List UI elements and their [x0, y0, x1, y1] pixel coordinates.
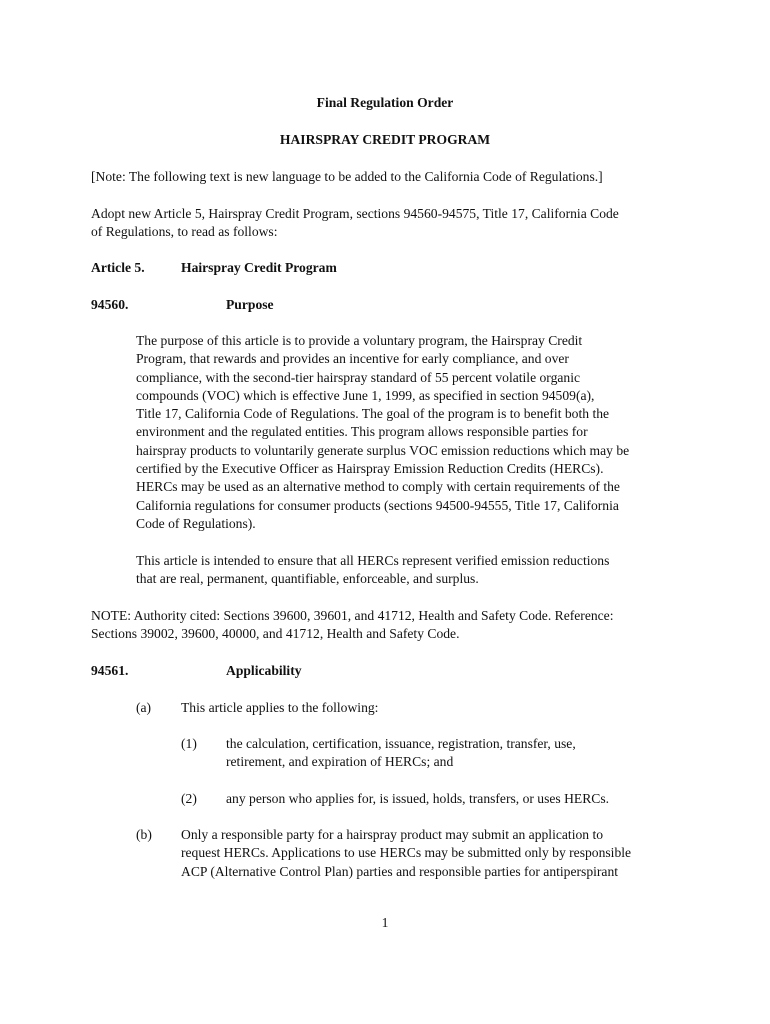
subsection-b-label: (b)	[136, 827, 152, 842]
article-title: Hairspray Credit Program	[181, 260, 337, 275]
authority-note-line-2: Sections 39002, 39600, 40000, and 41712, Health and Safety Code.	[91, 626, 460, 641]
item-2-label: (2)	[181, 791, 197, 806]
purpose-paragraph	[136, 332, 629, 533]
purpose-line: Program, that rewards and provides an incentive for early compliance, and over	[136, 351, 569, 367]
item-1-line: retirement, and expiration of HERCs; and	[226, 754, 454, 770]
purpose-line: Code of Regulations).	[136, 515, 256, 531]
section-94561-title: Applicability	[226, 663, 302, 678]
intent-line: that are real, permanent, quantifiable, enforceable, and surplus.	[136, 571, 479, 587]
purpose-line: California regulations for consumer products (sections 94500-94555, Title 17, California	[136, 497, 619, 513]
section-94560-title: Purpose	[226, 297, 274, 312]
purpose-line: HERCs may be used as an alternative method to comply with certain requirements of the	[136, 479, 620, 495]
item-1-label: (1)	[181, 736, 197, 751]
page-title: Final Regulation Order	[316, 95, 454, 110]
subsection-b-line: request HERCs. Applications to use HERCs may be submitted only by responsible	[181, 845, 632, 861]
article-number: Article 5.	[91, 260, 145, 275]
subsection-b-line: ACP (Alternative Control Plan) parties and responsible parties for antiperspirant	[181, 863, 619, 879]
purpose-line: Title 17, California Code of Regulations. The goal of the program is to benefit both the	[136, 406, 610, 422]
purpose-line: compliance, with the second-tier hairspray standard of 55 percent volatile organic	[136, 369, 581, 385]
subsection-b-text	[181, 826, 631, 881]
subsection-a-label: (a)	[136, 700, 152, 715]
purpose-line: compounds (VOC) which is effective June 1, 1999, as specified in section 94509(a),	[136, 387, 595, 403]
purpose-line: hairspray products to voluntarily generate surplus VOC emission reductions which may be	[136, 442, 630, 458]
authority-note-line-1: NOTE: Authority cited: Sections 39600, 39601, and 41712, Health and Safety Code. Reference:	[91, 608, 614, 623]
section-94561-number: 94561.	[91, 663, 129, 678]
subsection-a-text: This article applies to the following:	[181, 700, 379, 715]
adopt-line-2: of Regulations, to read as follows:	[91, 224, 278, 239]
section-94560-number: 94560.	[91, 297, 129, 312]
adopt-line-1: Adopt new Article 5, Hairspray Credit Program, sections 94560-94575, Title 17, California Code	[91, 206, 619, 221]
item-1-line: the calculation, certification, issuance, registration, transfer, use,	[226, 736, 576, 751]
note-intro: [Note: The following text is new language to be added to the California Code of Regulations.]	[91, 169, 603, 184]
item-1-text	[226, 735, 576, 772]
purpose-line: certified by the Executive Officer as Hairspray Emission Reduction Credits (HERCs).	[136, 461, 604, 477]
intent-line: This article is intended to ensure that all HERCs represent verified emission reductions	[136, 553, 610, 568]
item-2-text: any person who applies for, is issued, holds, transfers, or uses HERCs.	[226, 791, 610, 806]
page-subtitle: HAIRSPRAY CREDIT PROGRAM	[279, 132, 491, 147]
page-number: 1	[381, 915, 389, 930]
intent-paragraph	[136, 552, 609, 589]
subsection-b-line: Only a responsible party for a hairspray product may submit an application to	[181, 827, 604, 842]
purpose-line: The purpose of this article is to provide a voluntary program, the Hairspray Credit	[136, 333, 583, 348]
purpose-line: environment and the regulated entities. This program allows responsible parties for	[136, 424, 588, 440]
